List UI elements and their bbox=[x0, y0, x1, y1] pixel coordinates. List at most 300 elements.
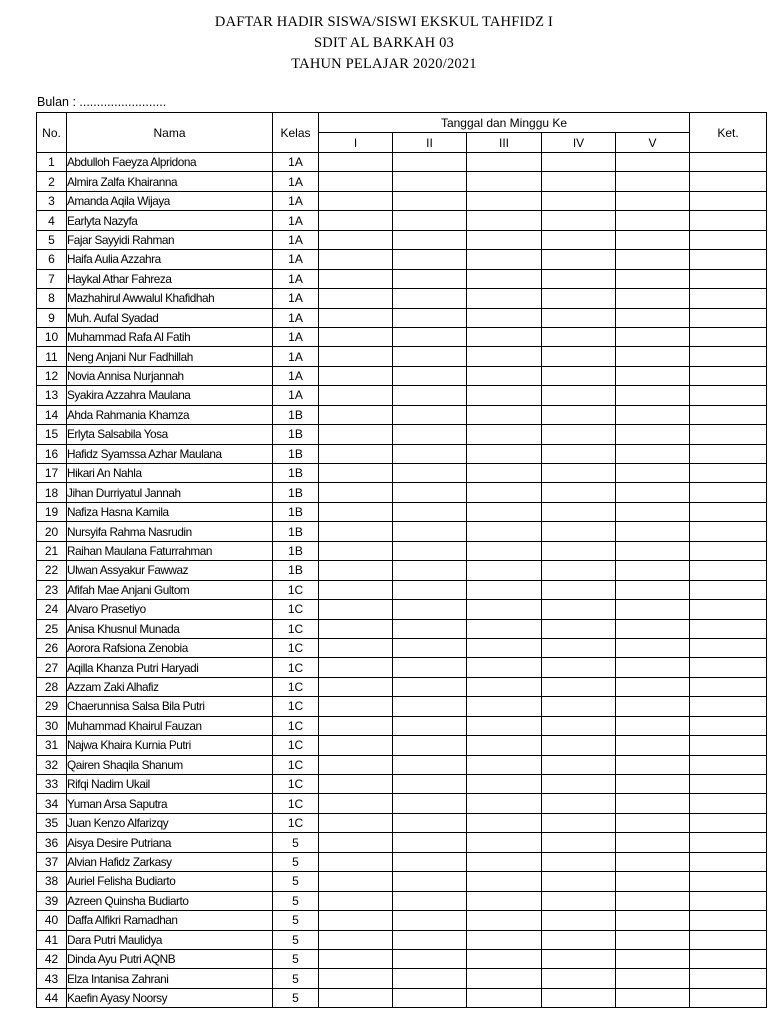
attendance-cell-week-3[interactable] bbox=[467, 794, 542, 813]
attendance-cell-week-4[interactable] bbox=[542, 502, 616, 521]
attendance-cell-week-1[interactable] bbox=[319, 172, 393, 191]
attendance-cell-week-3[interactable] bbox=[467, 716, 542, 735]
attendance-cell-week-3[interactable] bbox=[467, 775, 542, 794]
attendance-cell-week-2[interactable] bbox=[393, 775, 467, 794]
attendance-cell-week-1[interactable] bbox=[319, 250, 393, 269]
attendance-cell-week-3[interactable] bbox=[467, 677, 542, 696]
attendance-cell-week-4[interactable] bbox=[542, 600, 616, 619]
attendance-cell-week-1[interactable] bbox=[319, 949, 393, 968]
attendance-cell-week-5[interactable] bbox=[616, 638, 690, 657]
attendance-cell-week-4[interactable] bbox=[542, 755, 616, 774]
attendance-cell-week-3[interactable] bbox=[467, 386, 542, 405]
attendance-cell-week-1[interactable] bbox=[319, 930, 393, 949]
attendance-cell-week-1[interactable] bbox=[319, 600, 393, 619]
attendance-cell-week-1[interactable] bbox=[319, 755, 393, 774]
attendance-cell-week-4[interactable] bbox=[542, 522, 616, 541]
attendance-cell-week-4[interactable] bbox=[542, 833, 616, 852]
attendance-cell-week-5[interactable] bbox=[616, 289, 690, 308]
remarks-cell[interactable] bbox=[690, 464, 767, 483]
attendance-cell-week-1[interactable] bbox=[319, 308, 393, 327]
table-row bbox=[37, 483, 767, 502]
attendance-cell-week-2[interactable] bbox=[393, 891, 467, 910]
remarks-cell[interactable] bbox=[690, 833, 767, 852]
attendance-cell-week-4[interactable] bbox=[542, 658, 616, 677]
remarks-cell[interactable] bbox=[690, 230, 767, 249]
attendance-cell-week-4[interactable] bbox=[542, 969, 616, 988]
attendance-cell-week-2[interactable] bbox=[393, 988, 467, 1007]
attendance-cell-week-1[interactable] bbox=[319, 405, 393, 424]
attendance-cell-week-3[interactable] bbox=[467, 269, 542, 288]
attendance-cell-week-4[interactable] bbox=[542, 172, 616, 191]
attendance-cell-week-2[interactable] bbox=[393, 522, 467, 541]
attendance-cell-week-2[interactable] bbox=[393, 794, 467, 813]
attendance-cell-week-4[interactable] bbox=[542, 191, 616, 210]
attendance-cell-week-4[interactable] bbox=[542, 949, 616, 968]
attendance-cell-week-1[interactable] bbox=[319, 638, 393, 657]
remarks-cell[interactable] bbox=[690, 736, 767, 755]
table-row bbox=[37, 852, 767, 871]
attendance-cell-week-1[interactable] bbox=[319, 541, 393, 560]
attendance-cell-week-2[interactable] bbox=[393, 619, 467, 638]
attendance-cell-week-5[interactable] bbox=[616, 716, 690, 735]
table-row bbox=[37, 230, 767, 249]
row-number: 10 bbox=[37, 327, 67, 346]
attendance-cell-week-1[interactable] bbox=[319, 813, 393, 832]
attendance-cell-week-5[interactable] bbox=[616, 969, 690, 988]
attendance-cell-week-3[interactable] bbox=[467, 658, 542, 677]
attendance-cell-week-4[interactable] bbox=[542, 269, 616, 288]
attendance-cell-week-3[interactable] bbox=[467, 638, 542, 657]
remarks-cell[interactable] bbox=[690, 308, 767, 327]
attendance-cell-week-4[interactable] bbox=[542, 153, 616, 172]
attendance-cell-week-1[interactable] bbox=[319, 619, 393, 638]
student-name: Dara Putri Maulidya bbox=[67, 930, 273, 949]
attendance-cell-week-4[interactable] bbox=[542, 677, 616, 696]
student-name: Muhammad Rafa Al Fatih bbox=[67, 327, 273, 346]
attendance-cell-week-2[interactable] bbox=[393, 852, 467, 871]
attendance-cell-week-5[interactable] bbox=[616, 211, 690, 230]
attendance-cell-week-1[interactable] bbox=[319, 969, 393, 988]
attendance-cell-week-2[interactable] bbox=[393, 308, 467, 327]
attendance-cell-week-2[interactable] bbox=[393, 677, 467, 696]
attendance-cell-week-5[interactable] bbox=[616, 736, 690, 755]
attendance-cell-week-5[interactable] bbox=[616, 600, 690, 619]
attendance-cell-week-2[interactable] bbox=[393, 833, 467, 852]
attendance-cell-week-2[interactable] bbox=[393, 191, 467, 210]
attendance-cell-week-4[interactable] bbox=[542, 211, 616, 230]
attendance-cell-week-1[interactable] bbox=[319, 522, 393, 541]
row-number: 22 bbox=[37, 561, 67, 580]
attendance-cell-week-4[interactable] bbox=[542, 464, 616, 483]
remarks-cell[interactable] bbox=[690, 347, 767, 366]
student-class: 1A bbox=[273, 191, 319, 210]
attendance-cell-week-5[interactable] bbox=[616, 658, 690, 677]
attendance-cell-week-2[interactable] bbox=[393, 327, 467, 346]
attendance-cell-week-5[interactable] bbox=[616, 911, 690, 930]
attendance-cell-week-3[interactable] bbox=[467, 580, 542, 599]
remarks-cell[interactable] bbox=[690, 522, 767, 541]
table-row bbox=[37, 522, 767, 541]
attendance-cell-week-1[interactable] bbox=[319, 775, 393, 794]
attendance-cell-week-5[interactable] bbox=[616, 464, 690, 483]
attendance-cell-week-3[interactable] bbox=[467, 600, 542, 619]
student-class: 1A bbox=[273, 366, 319, 385]
attendance-cell-week-1[interactable] bbox=[319, 191, 393, 210]
attendance-cell-week-5[interactable] bbox=[616, 425, 690, 444]
attendance-cell-week-3[interactable] bbox=[467, 697, 542, 716]
col-header-nama: Nama bbox=[67, 113, 273, 153]
attendance-cell-week-4[interactable] bbox=[542, 891, 616, 910]
attendance-cell-week-3[interactable] bbox=[467, 444, 542, 463]
attendance-cell-week-4[interactable] bbox=[542, 988, 616, 1007]
attendance-cell-week-1[interactable] bbox=[319, 269, 393, 288]
attendance-cell-week-5[interactable] bbox=[616, 949, 690, 968]
row-number: 32 bbox=[37, 755, 67, 774]
attendance-cell-week-2[interactable] bbox=[393, 153, 467, 172]
attendance-cell-week-2[interactable] bbox=[393, 736, 467, 755]
attendance-cell-week-2[interactable] bbox=[393, 930, 467, 949]
attendance-cell-week-3[interactable] bbox=[467, 911, 542, 930]
remarks-cell[interactable] bbox=[690, 600, 767, 619]
remarks-cell[interactable] bbox=[690, 211, 767, 230]
attendance-cell-week-1[interactable] bbox=[319, 988, 393, 1007]
attendance-cell-week-1[interactable] bbox=[319, 794, 393, 813]
attendance-cell-week-3[interactable] bbox=[467, 852, 542, 871]
attendance-cell-week-3[interactable] bbox=[467, 464, 542, 483]
attendance-cell-week-5[interactable] bbox=[616, 366, 690, 385]
remarks-cell[interactable] bbox=[690, 872, 767, 891]
attendance-cell-week-2[interactable] bbox=[393, 638, 467, 657]
attendance-cell-week-3[interactable] bbox=[467, 833, 542, 852]
attendance-cell-week-2[interactable] bbox=[393, 405, 467, 424]
attendance-cell-week-5[interactable] bbox=[616, 405, 690, 424]
attendance-cell-week-2[interactable] bbox=[393, 911, 467, 930]
attendance-cell-week-3[interactable] bbox=[467, 347, 542, 366]
attendance-cell-week-1[interactable] bbox=[319, 658, 393, 677]
attendance-cell-week-5[interactable] bbox=[616, 988, 690, 1007]
attendance-cell-week-3[interactable] bbox=[467, 289, 542, 308]
remarks-cell[interactable] bbox=[690, 561, 767, 580]
attendance-cell-week-4[interactable] bbox=[542, 327, 616, 346]
attendance-cell-week-5[interactable] bbox=[616, 230, 690, 249]
attendance-cell-week-2[interactable] bbox=[393, 969, 467, 988]
attendance-cell-week-2[interactable] bbox=[393, 483, 467, 502]
attendance-cell-week-5[interactable] bbox=[616, 813, 690, 832]
attendance-cell-week-5[interactable] bbox=[616, 347, 690, 366]
remarks-cell[interactable] bbox=[690, 813, 767, 832]
student-name: Ahda Rahmania Khamza bbox=[67, 405, 273, 424]
attendance-cell-week-4[interactable] bbox=[542, 872, 616, 891]
attendance-cell-week-5[interactable] bbox=[616, 522, 690, 541]
attendance-cell-week-4[interactable] bbox=[542, 366, 616, 385]
attendance-cell-week-3[interactable] bbox=[467, 969, 542, 988]
attendance-cell-week-4[interactable] bbox=[542, 697, 616, 716]
attendance-cell-week-5[interactable] bbox=[616, 483, 690, 502]
remarks-cell[interactable] bbox=[690, 794, 767, 813]
attendance-cell-week-3[interactable] bbox=[467, 153, 542, 172]
remarks-cell[interactable] bbox=[690, 775, 767, 794]
attendance-cell-week-4[interactable] bbox=[542, 541, 616, 560]
student-class: 1A bbox=[273, 153, 319, 172]
attendance-cell-week-1[interactable] bbox=[319, 153, 393, 172]
attendance-cell-week-5[interactable] bbox=[616, 327, 690, 346]
remarks-cell[interactable] bbox=[690, 677, 767, 696]
attendance-cell-week-2[interactable] bbox=[393, 211, 467, 230]
attendance-cell-week-4[interactable] bbox=[542, 716, 616, 735]
attendance-cell-week-5[interactable] bbox=[616, 308, 690, 327]
remarks-cell[interactable] bbox=[690, 949, 767, 968]
student-name: Elza Intanisa Zahrani bbox=[67, 969, 273, 988]
row-number: 20 bbox=[37, 522, 67, 541]
remarks-cell[interactable] bbox=[690, 327, 767, 346]
attendance-cell-week-2[interactable] bbox=[393, 366, 467, 385]
attendance-cell-week-5[interactable] bbox=[616, 502, 690, 521]
row-number: 25 bbox=[37, 619, 67, 638]
remarks-cell[interactable] bbox=[690, 716, 767, 735]
attendance-cell-week-5[interactable] bbox=[616, 191, 690, 210]
attendance-cell-week-2[interactable] bbox=[393, 386, 467, 405]
attendance-cell-week-1[interactable] bbox=[319, 561, 393, 580]
attendance-cell-week-4[interactable] bbox=[542, 852, 616, 871]
attendance-cell-week-5[interactable] bbox=[616, 444, 690, 463]
attendance-cell-week-5[interactable] bbox=[616, 580, 690, 599]
student-name: Muh. Aufal Syadad bbox=[67, 308, 273, 327]
attendance-cell-week-4[interactable] bbox=[542, 580, 616, 599]
remarks-cell[interactable] bbox=[690, 172, 767, 191]
attendance-cell-week-2[interactable] bbox=[393, 502, 467, 521]
remarks-cell[interactable] bbox=[690, 697, 767, 716]
document-title bbox=[0, 12, 768, 75]
attendance-cell-week-3[interactable] bbox=[467, 308, 542, 327]
attendance-cell-week-5[interactable] bbox=[616, 852, 690, 871]
student-class: 1B bbox=[273, 541, 319, 560]
attendance-cell-week-4[interactable] bbox=[542, 425, 616, 444]
attendance-cell-week-2[interactable] bbox=[393, 250, 467, 269]
attendance-cell-week-1[interactable] bbox=[319, 736, 393, 755]
attendance-cell-week-5[interactable] bbox=[616, 561, 690, 580]
attendance-cell-week-3[interactable] bbox=[467, 191, 542, 210]
attendance-cell-week-5[interactable] bbox=[616, 541, 690, 560]
student-class: 1A bbox=[273, 289, 319, 308]
attendance-cell-week-2[interactable] bbox=[393, 580, 467, 599]
remarks-cell[interactable] bbox=[690, 386, 767, 405]
col-header-tanggal: Tanggal dan Minggu Ke bbox=[319, 113, 690, 133]
attendance-cell-week-1[interactable] bbox=[319, 347, 393, 366]
remarks-cell[interactable] bbox=[690, 930, 767, 949]
attendance-cell-week-1[interactable] bbox=[319, 716, 393, 735]
remarks-cell[interactable] bbox=[690, 619, 767, 638]
attendance-cell-week-2[interactable] bbox=[393, 697, 467, 716]
attendance-cell-week-4[interactable] bbox=[542, 386, 616, 405]
attendance-cell-week-4[interactable] bbox=[542, 230, 616, 249]
attendance-cell-week-1[interactable] bbox=[319, 580, 393, 599]
attendance-cell-week-4[interactable] bbox=[542, 930, 616, 949]
attendance-cell-week-2[interactable] bbox=[393, 600, 467, 619]
attendance-cell-week-3[interactable] bbox=[467, 483, 542, 502]
remarks-cell[interactable] bbox=[690, 969, 767, 988]
remarks-cell[interactable] bbox=[690, 289, 767, 308]
attendance-cell-week-2[interactable] bbox=[393, 425, 467, 444]
remarks-cell[interactable] bbox=[690, 988, 767, 1007]
attendance-cell-week-3[interactable] bbox=[467, 541, 542, 560]
remarks-cell[interactable] bbox=[690, 444, 767, 463]
attendance-cell-week-1[interactable] bbox=[319, 872, 393, 891]
attendance-cell-week-4[interactable] bbox=[542, 813, 616, 832]
attendance-cell-week-2[interactable] bbox=[393, 444, 467, 463]
attendance-cell-week-5[interactable] bbox=[616, 930, 690, 949]
attendance-cell-week-2[interactable] bbox=[393, 949, 467, 968]
remarks-cell[interactable] bbox=[690, 502, 767, 521]
row-number: 27 bbox=[37, 658, 67, 677]
attendance-cell-week-3[interactable] bbox=[467, 988, 542, 1007]
attendance-cell-week-1[interactable] bbox=[319, 327, 393, 346]
remarks-cell[interactable] bbox=[690, 911, 767, 930]
remarks-cell[interactable] bbox=[690, 153, 767, 172]
attendance-cell-week-4[interactable] bbox=[542, 289, 616, 308]
attendance-cell-week-1[interactable] bbox=[319, 289, 393, 308]
attendance-cell-week-1[interactable] bbox=[319, 697, 393, 716]
student-name: Aqilla Khanza Putri Haryadi bbox=[67, 658, 273, 677]
attendance-cell-week-1[interactable] bbox=[319, 444, 393, 463]
attendance-cell-week-3[interactable] bbox=[467, 405, 542, 424]
attendance-cell-week-3[interactable] bbox=[467, 327, 542, 346]
attendance-cell-week-5[interactable] bbox=[616, 755, 690, 774]
attendance-cell-week-2[interactable] bbox=[393, 541, 467, 560]
attendance-cell-week-1[interactable] bbox=[319, 483, 393, 502]
attendance-cell-week-4[interactable] bbox=[542, 775, 616, 794]
attendance-cell-week-5[interactable] bbox=[616, 677, 690, 696]
attendance-cell-week-5[interactable] bbox=[616, 794, 690, 813]
remarks-cell[interactable] bbox=[690, 891, 767, 910]
attendance-cell-week-5[interactable] bbox=[616, 697, 690, 716]
attendance-cell-week-4[interactable] bbox=[542, 911, 616, 930]
attendance-cell-week-4[interactable] bbox=[542, 736, 616, 755]
attendance-cell-week-1[interactable] bbox=[319, 911, 393, 930]
attendance-cell-week-5[interactable] bbox=[616, 250, 690, 269]
attendance-cell-week-5[interactable] bbox=[616, 269, 690, 288]
remarks-cell[interactable] bbox=[690, 366, 767, 385]
student-class: 1A bbox=[273, 269, 319, 288]
remarks-cell[interactable] bbox=[690, 425, 767, 444]
attendance-cell-week-2[interactable] bbox=[393, 561, 467, 580]
row-number: 21 bbox=[37, 541, 67, 560]
attendance-cell-week-1[interactable] bbox=[319, 502, 393, 521]
attendance-cell-week-4[interactable] bbox=[542, 308, 616, 327]
attendance-cell-week-5[interactable] bbox=[616, 172, 690, 191]
attendance-cell-week-3[interactable] bbox=[467, 736, 542, 755]
attendance-cell-week-2[interactable] bbox=[393, 289, 467, 308]
attendance-cell-week-3[interactable] bbox=[467, 872, 542, 891]
attendance-cell-week-4[interactable] bbox=[542, 405, 616, 424]
attendance-cell-week-2[interactable] bbox=[393, 658, 467, 677]
col-header-no: No. bbox=[37, 113, 67, 153]
remarks-cell[interactable] bbox=[690, 541, 767, 560]
attendance-cell-week-3[interactable] bbox=[467, 522, 542, 541]
row-number: 12 bbox=[37, 366, 67, 385]
attendance-cell-week-3[interactable] bbox=[467, 930, 542, 949]
attendance-cell-week-1[interactable] bbox=[319, 852, 393, 871]
attendance-cell-week-3[interactable] bbox=[467, 619, 542, 638]
remarks-cell[interactable] bbox=[690, 852, 767, 871]
attendance-cell-week-4[interactable] bbox=[542, 619, 616, 638]
attendance-cell-week-4[interactable] bbox=[542, 794, 616, 813]
row-number: 15 bbox=[37, 425, 67, 444]
attendance-cell-week-3[interactable] bbox=[467, 755, 542, 774]
remarks-cell[interactable] bbox=[690, 483, 767, 502]
remarks-cell[interactable] bbox=[690, 405, 767, 424]
attendance-cell-week-4[interactable] bbox=[542, 250, 616, 269]
attendance-cell-week-3[interactable] bbox=[467, 502, 542, 521]
remarks-cell[interactable] bbox=[690, 250, 767, 269]
table-row bbox=[37, 541, 767, 560]
remarks-cell[interactable] bbox=[690, 658, 767, 677]
attendance-cell-week-1[interactable] bbox=[319, 464, 393, 483]
attendance-cell-week-4[interactable] bbox=[542, 347, 616, 366]
attendance-cell-week-3[interactable] bbox=[467, 561, 542, 580]
attendance-cell-week-4[interactable] bbox=[542, 444, 616, 463]
attendance-cell-week-3[interactable] bbox=[467, 230, 542, 249]
attendance-cell-week-1[interactable] bbox=[319, 833, 393, 852]
attendance-cell-week-1[interactable] bbox=[319, 211, 393, 230]
attendance-cell-week-5[interactable] bbox=[616, 153, 690, 172]
remarks-cell[interactable] bbox=[690, 638, 767, 657]
attendance-cell-week-1[interactable] bbox=[319, 891, 393, 910]
attendance-cell-week-2[interactable] bbox=[393, 230, 467, 249]
attendance-cell-week-2[interactable] bbox=[393, 813, 467, 832]
attendance-cell-week-5[interactable] bbox=[616, 833, 690, 852]
attendance-cell-week-2[interactable] bbox=[393, 269, 467, 288]
table-row bbox=[37, 580, 767, 599]
attendance-cell-week-3[interactable] bbox=[467, 366, 542, 385]
attendance-cell-week-2[interactable] bbox=[393, 755, 467, 774]
attendance-cell-week-3[interactable] bbox=[467, 891, 542, 910]
attendance-cell-week-3[interactable] bbox=[467, 172, 542, 191]
attendance-cell-week-4[interactable] bbox=[542, 638, 616, 657]
attendance-cell-week-5[interactable] bbox=[616, 386, 690, 405]
remarks-cell[interactable] bbox=[690, 755, 767, 774]
attendance-cell-week-1[interactable] bbox=[319, 425, 393, 444]
attendance-cell-week-2[interactable] bbox=[393, 464, 467, 483]
attendance-cell-week-2[interactable] bbox=[393, 172, 467, 191]
student-name: Aisya Desire Putriana bbox=[67, 833, 273, 852]
attendance-cell-week-4[interactable] bbox=[542, 483, 616, 502]
remarks-cell[interactable] bbox=[690, 269, 767, 288]
attendance-cell-week-1[interactable] bbox=[319, 366, 393, 385]
attendance-cell-week-2[interactable] bbox=[393, 716, 467, 735]
attendance-cell-week-3[interactable] bbox=[467, 425, 542, 444]
attendance-cell-week-5[interactable] bbox=[616, 775, 690, 794]
remarks-cell[interactable] bbox=[690, 580, 767, 599]
attendance-cell-week-1[interactable] bbox=[319, 677, 393, 696]
attendance-cell-week-5[interactable] bbox=[616, 872, 690, 891]
attendance-cell-week-3[interactable] bbox=[467, 211, 542, 230]
table-row bbox=[37, 366, 767, 385]
attendance-cell-week-3[interactable] bbox=[467, 250, 542, 269]
attendance-cell-week-4[interactable] bbox=[542, 561, 616, 580]
remarks-cell[interactable] bbox=[690, 191, 767, 210]
attendance-cell-week-5[interactable] bbox=[616, 619, 690, 638]
attendance-cell-week-2[interactable] bbox=[393, 872, 467, 891]
attendance-cell-week-2[interactable] bbox=[393, 347, 467, 366]
attendance-cell-week-5[interactable] bbox=[616, 891, 690, 910]
row-number: 17 bbox=[37, 464, 67, 483]
table-row bbox=[37, 425, 767, 444]
row-number: 44 bbox=[37, 988, 67, 1007]
attendance-cell-week-1[interactable] bbox=[319, 386, 393, 405]
attendance-cell-week-1[interactable] bbox=[319, 230, 393, 249]
attendance-cell-week-3[interactable] bbox=[467, 949, 542, 968]
attendance-cell-week-3[interactable] bbox=[467, 813, 542, 832]
